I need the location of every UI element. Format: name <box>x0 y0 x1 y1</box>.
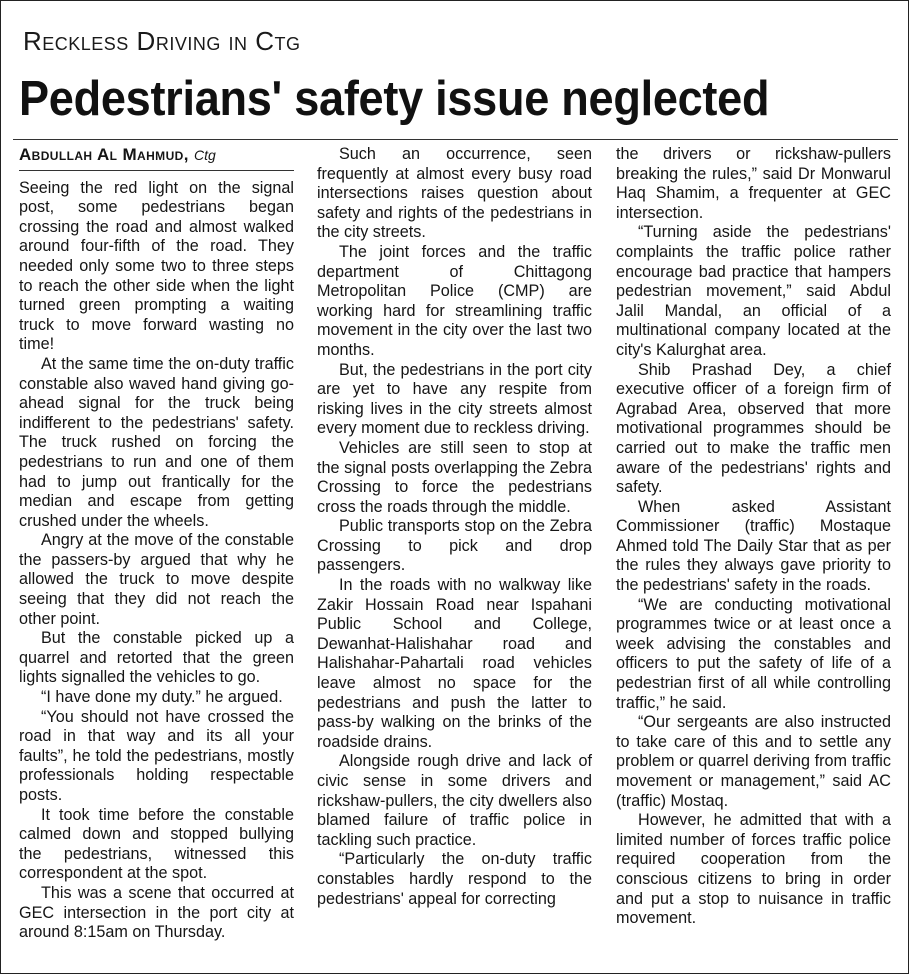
article-column-1 <box>19 145 294 943</box>
paragraph: Such an occurrence, seen frequently at almost every busy road intersections raises question about safety and rights of the pedestrians in the city streets. <box>317 145 592 242</box>
paragraph: The joint forces and the traffic department of Chittagong Metropolitan Police (CMP) are working hard for streamlining traffic movement in the city over the last two months. <box>317 242 592 359</box>
paragraph: However, he admitted that with a limited number of forces traffic police required cooperation from the conscious citizens to bring in order and put a stop to nuisance in traffic movement. <box>616 811 891 928</box>
paragraph: Vehicles are still seen to stop at the signal posts overlapping the Zebra Crossing to force the pedestrians cross the roads through the middle. <box>317 438 592 516</box>
paragraph: Alongside rough drive and lack of civic sense in some drivers and rickshaw-pullers, the city dwellers also blamed failure of traffic police in tackling such practice. <box>317 752 592 849</box>
paragraph: In the roads with no walkway like Zakir Hossain Road near Ispahani Public School and College, Dewanhat-Halishahar road and Halishahar-Pahartali road vehicles leave almost no space for the pedestrians and push the latter to pass-by walking on the brinks of the roadside drains. <box>317 576 592 751</box>
paragraph: But the constable picked up a quarrel and retorted that the green lights signalled the vehicles to go. <box>19 629 294 687</box>
paragraph: “I have done my duty.” he argued. <box>41 688 283 707</box>
article-column-3 <box>616 145 891 929</box>
paragraph: When asked Assistant Commissioner (traffic) Mostaque Ahmed told The Daily Star that as per the rules they always gave priority to the pedestrians' safety in the roads. <box>616 497 891 595</box>
article-column-2 <box>317 145 592 909</box>
byline <box>19 145 294 166</box>
paragraph: “Particularly the on-duty traffic constables hardly respond to the pedestrians' appeal for correcting <box>317 850 592 908</box>
paragraph: Angry at the move of the constable the passers-by argued that why he allowed the truck to move despite seeing that they did not reach the other point. <box>19 531 294 628</box>
paragraph: “Our sergeants are also instructed to take care of this and to settle any problem or quarrel deriving from traffic movement or management,” said AC (traffic) Mostaq. <box>616 713 891 810</box>
byline-divider <box>19 170 294 171</box>
paragraph: the drivers or rickshaw-pullers breaking the rules,” said Dr Monwarul Haq Shamim, a frequenter at GEC intersection. <box>616 145 891 222</box>
paragraph: “You should not have crossed the road in that way and its all your faults”, he told the pedestrians, mostly professionals holding respectable posts. <box>19 707 294 804</box>
byline-author: Abdullah Al Mahmud, <box>19 145 189 164</box>
paragraph: Public transports stop on the Zebra Crossing to pick and drop passengers. <box>317 517 592 575</box>
paragraph: Shib Prashad Dey, a chief executive officer of a foreign firm of Agrabad Area, observed that more motivational programmes should be carried out to make the traffic men aware of the pedestrians' rights and safety. <box>616 360 891 497</box>
paragraph: But, the pedestrians in the port city are yet to have any respite from risking lives in the city streets almost every moment due to reckless driving. <box>317 360 592 438</box>
paragraph: Seeing the red light on the signal post, some pedestrians began crossing the road and almost walked around four-fifth of the road. They needed only some two to three steps to reach the other side when the light turned green prompting a waiting truck to move forward wasting no time! <box>19 178 294 354</box>
headline-divider <box>13 139 898 140</box>
paragraph: At the same time the on-duty traffic constable also waved hand giving go-ahead signal for the truck being indifferent to the pedestrians' safety. The truck rushed on forcing the pedestrians to run and one of them had to jump out frantically for the median and escape from getting crushed under the wheels. <box>19 354 294 530</box>
byline-location: Ctg <box>193 147 216 163</box>
article-headline: Pedestrians' safety issue neglected <box>19 72 770 126</box>
paragraph: “We are conducting motivational programmes twice or at least once a week advising the constables and officers to put the safety of life of a pedestrian first of all while controlling traffic,” he said. <box>616 595 891 712</box>
article-kicker: Reckless Driving in Ctg <box>23 26 301 56</box>
paragraph: It took time before the constable calmed down and stopped bullying the pedestrians, witnessed this correspondent at the spot. <box>19 805 294 883</box>
paragraph: “Turning aside the pedestrians' complaints the traffic police rather encourage bad practice that hampers pedestrian movement,” said Abdul Jalil Mandal, an official of a multinational company located at the city's Kalurghat area. <box>616 223 891 359</box>
paragraph: This was a scene that occurred at GEC intersection in the port city at around 8:15am on Thursday. <box>19 883 294 942</box>
